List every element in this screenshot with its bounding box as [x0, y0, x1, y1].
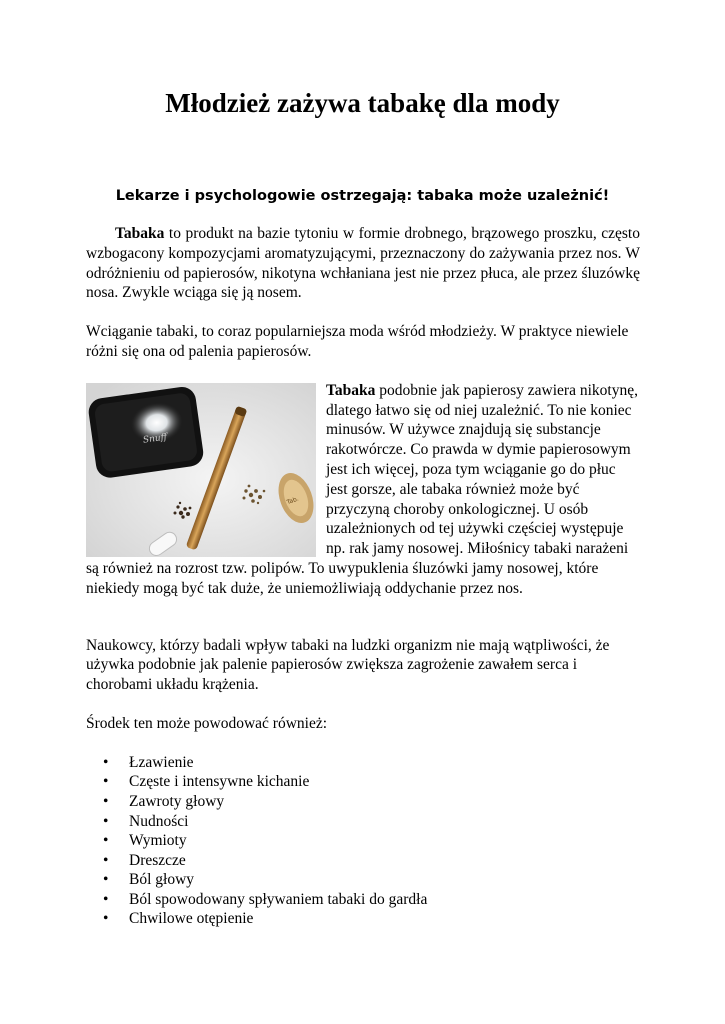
list-item: • Chwilowe otępienie — [86, 909, 640, 929]
list-item: • Częste i intensywne kichanie — [86, 772, 640, 792]
list-item: • Dreszcze — [86, 851, 640, 871]
subtitle: Lekarze i psychologowie ostrzegają: tabaka może uzależnić! — [115, 188, 610, 204]
svg-text:Tab.: Tab. — [285, 495, 300, 506]
intro-paragraph — [86, 224, 640, 303]
list-item: • Nudności — [86, 812, 640, 832]
symptoms-list — [86, 753, 640, 929]
paragraph-2: Wciąganie tabaki, to coraz popularniejsza moda wśród młodzieży. W praktyce niewiele różni się ona od palenia papierosów. — [86, 323, 629, 360]
list-item: • Zawroty głowy — [86, 792, 640, 812]
intro-bold-lead: Tabaka — [115, 225, 165, 242]
list-item: • Wymioty — [86, 831, 640, 851]
article-body — [86, 224, 640, 929]
svg-text:Snuff: Snuff — [142, 432, 168, 446]
list-intro: Środek ten może powodować również: — [86, 714, 328, 732]
page-title: Młodzież zażywa tabakę dla mody — [165, 88, 560, 118]
snuff-photo — [86, 383, 316, 557]
paragraph-3-text: podobnie jak papierosy zawiera nikotynę, dlatego łatwo się od niej uzależnić. To nie koniec minusów. W używce znajdują się substancje rakotwórcze. Co prawda w dymie papierosowym jest ich więcej, poza tym wciąganie go do płuc jest gorsze, ale tabaka również może być przyczyną choroby onkologicznej. U osób uzależnionych od tej używki częściej występuje np. rak jamy nosowej. Miłośnicy tabaki narażeni są również na rozrost tzw. polipów. To uwypuklenia śluzówki jamy nosowej, które niekiedy mogą być tak duże, że uniemożliwiają oddychanie przez nos. — [86, 381, 638, 597]
list-item: • Ból spowodowany spływaniem tabaki do gardła — [86, 890, 640, 910]
list-item: • Ból głowy — [86, 870, 640, 890]
intro-text: to produkt na bazie tytoniu w formie drobnego, brązowego proszku, często wzbogacony kompozycjami aromatyzującymi, przeznaczony do zażywania przez nos. W odróżnieniu od papierosów, nikotyna wchłaniana jest nie przez płuca, ale przez śluzówkę nosa. Zwykle wciąga się ją nosem. — [86, 225, 640, 302]
spacer — [86, 618, 640, 636]
list-item: • Łzawienie — [86, 753, 640, 773]
paragraph-3-bold-lead: Tabaka — [326, 381, 376, 399]
paragraph-4: Naukowcy, którzy badali wpływ tabaki na ludzki organizm nie mają wątpliwości, że używka podobnie jak palenie papierosów zwiększa zagrożenie zawałem serca i chorobami układu krążenia. — [86, 636, 610, 694]
